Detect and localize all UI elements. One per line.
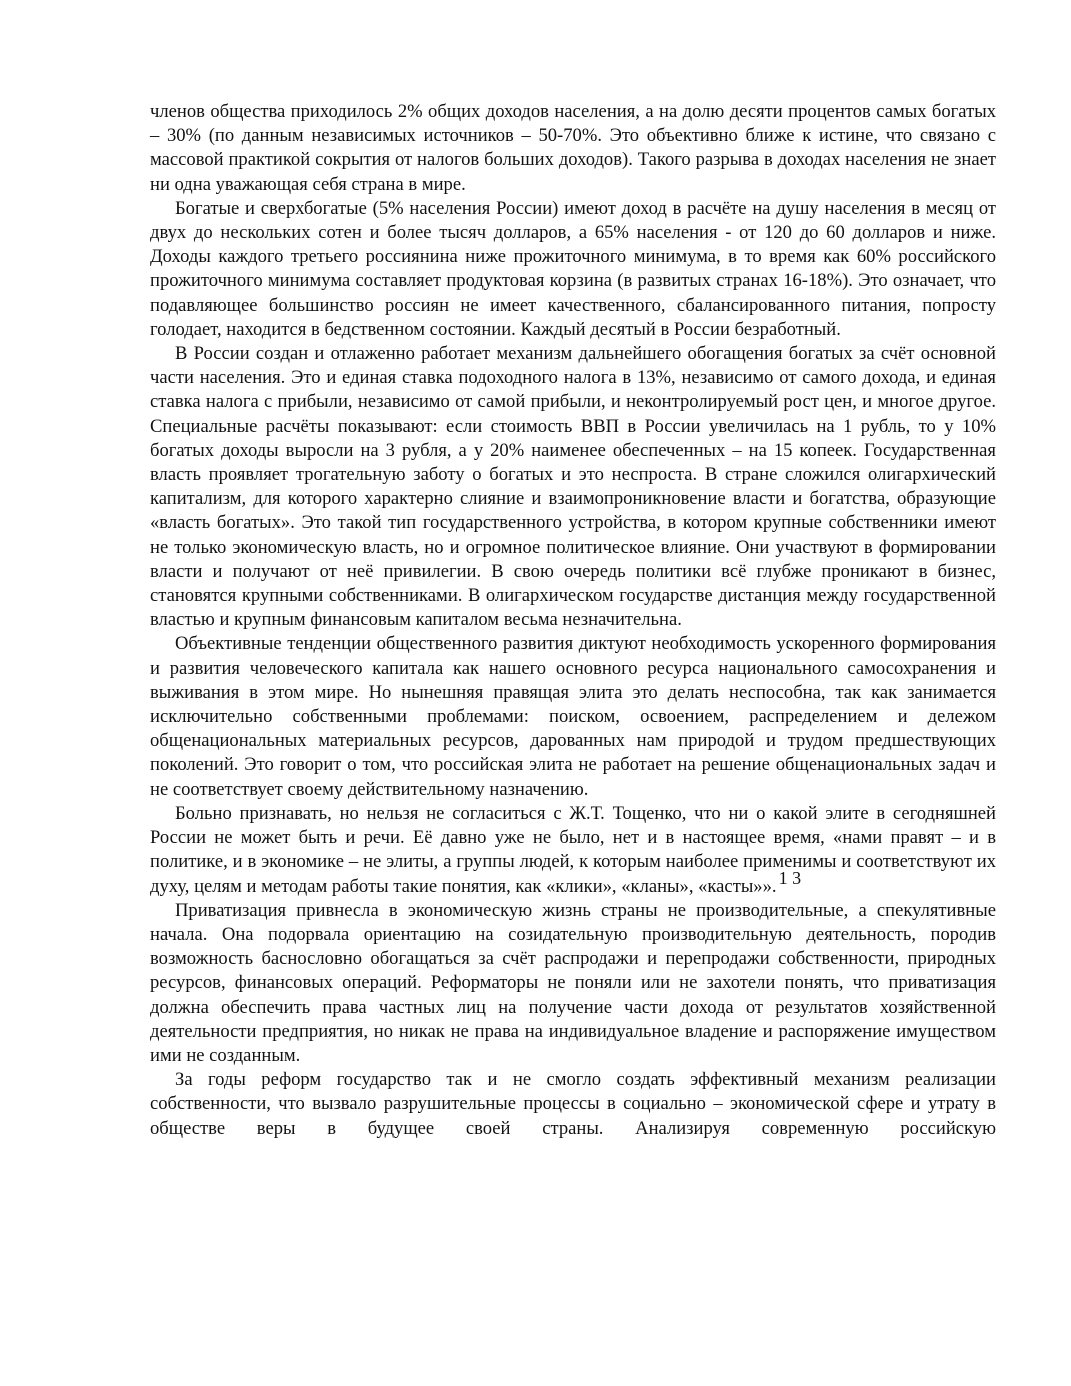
document-page [150,100,996,1141]
paragraph-income-share: членов общества приходилось 2% общих доходов населения, а на долю десяти процентов самых богатых – 30% (по данным независимых источников – 50-70%. Это объективно ближе к истине, что связано с массовой практикой сокрытия от налогов больших доходов). Такого разрыва в доходах населения не знает ни одна уважающая себя страна в мире. [150,101,996,195]
paragraph-toshchenko-quote [150,802,996,899]
paragraph-enrichment-mechanism: В России создан и отлаженно работает механизм дальнейшего обогащения богатых за счёт основной части населения. Это и единая ставка подоходного налога в 13%, независимо от самого дохода, и единая ставка налога с прибыли, независимо от самой прибыли, и неконтролируемый рост цен, и многое другое. Специальные расчёты показывают: если стоимость ВВП в России увеличилась на 1 рубль, то у 10% богатых доходы выросли на 3 рубля, а у 20% наименее обеспеченных – на 15 копеек. Государственная власть проявляет трогательную заботу о богатых и это неспроста. В стране сложился олигархический капитализм, для которого характерно слияние и взаимопроникновение власти и богатства, образующие «власть богатых». Это такой тип государственного устройства, в котором крупные собственники имеют не только экономическую власть, но и огромное политическое влияние. Они участвуют в формировании власти и получают от неё привилегии. В свою очередь политики всё глубже проникают в бизнес, становятся крупными собственниками. В олигархическом государстве дистанция между государственной властью и крупным финансовым капиталом весьма незначительна. [150,343,996,631]
paragraph-human-capital: Объективные тенденции общественного развития диктуют необходимость ускоренного формирования и развития человеческого капитала как нашего основного ресурса национального самосохранения и выживания в этом мире. Но нынешняя правящая элита это делать неспособна, так как занимается исключительно собственными проблемами: поиском, освоением, распределением и дележом общенациональных материальных ресурсов, дарованных нам природой и трудом предшествующих поколений. Это говорит о том, что российская элита не работает на решение общенациональных задач и не соответствует своему действительному назначению. [150,633,996,800]
footnote-reference: 1 3 [778,867,802,888]
paragraph-reforms: За годы реформ государство так и не смогло создать эффективный механизм реализации собственности, что вызвало разрушительные процессы в социально – экономической сфере и утрату в обществе веры в будущее своей страны. Анализируя современную российскую [150,1069,996,1139]
paragraph-rich-superrich: Богатые и сверхбогатые (5% населения России) имеют доход в расчёте на душу населения в месяц от двух до нескольких сотен и более тысяч долларов, а 65% населения - от 120 до 60 долларов и ниже. Доходы каждого третьего россиянина ниже прожиточного минимума, в то время как 60% российского прожиточного минимума составляет продуктовая корзина (в развитых странах 16-18%). Это означает, что подавляющее большинство россиян не имеет качественного, сбалансированного питания, попросту голодает, находится в бедственном состоянии. Каждый десятый в России безработный. [150,197,996,340]
paragraph-privatization: Приватизация привнесла в экономическую жизнь страны не производительные, а спекулятивные начала. Она подорвала ориентацию на созидательную производительную деятельность, породив возможность баснословно обогащаться за счёт распродажи и перепродажи собственности, природных ресурсов, финансовых операций. Реформаторы не поняли или не захотели понять, что приватизация должна обеспечить права частных лиц на получение части дохода от результатов хозяйственной деятельности предприятия, но никак не права на индивидуальное владение и распоряжение имуществом ими не созданным. [150,899,996,1066]
paragraph-toshchenko-text: Больно признавать, но нельзя не согласиться с Ж.Т. Тощенко, что ни о какой элите в сегодняшней России не может быть и речи. Её давно уже не было, нет и в настоящее время, «нами правят – и в политике, и в экономике – не элиты, а группы людей, к которым наиболее применимы и соответствуют их духу, целям и методам работы такие понятия, как «клики», «кланы», «касты»». [150,802,996,897]
